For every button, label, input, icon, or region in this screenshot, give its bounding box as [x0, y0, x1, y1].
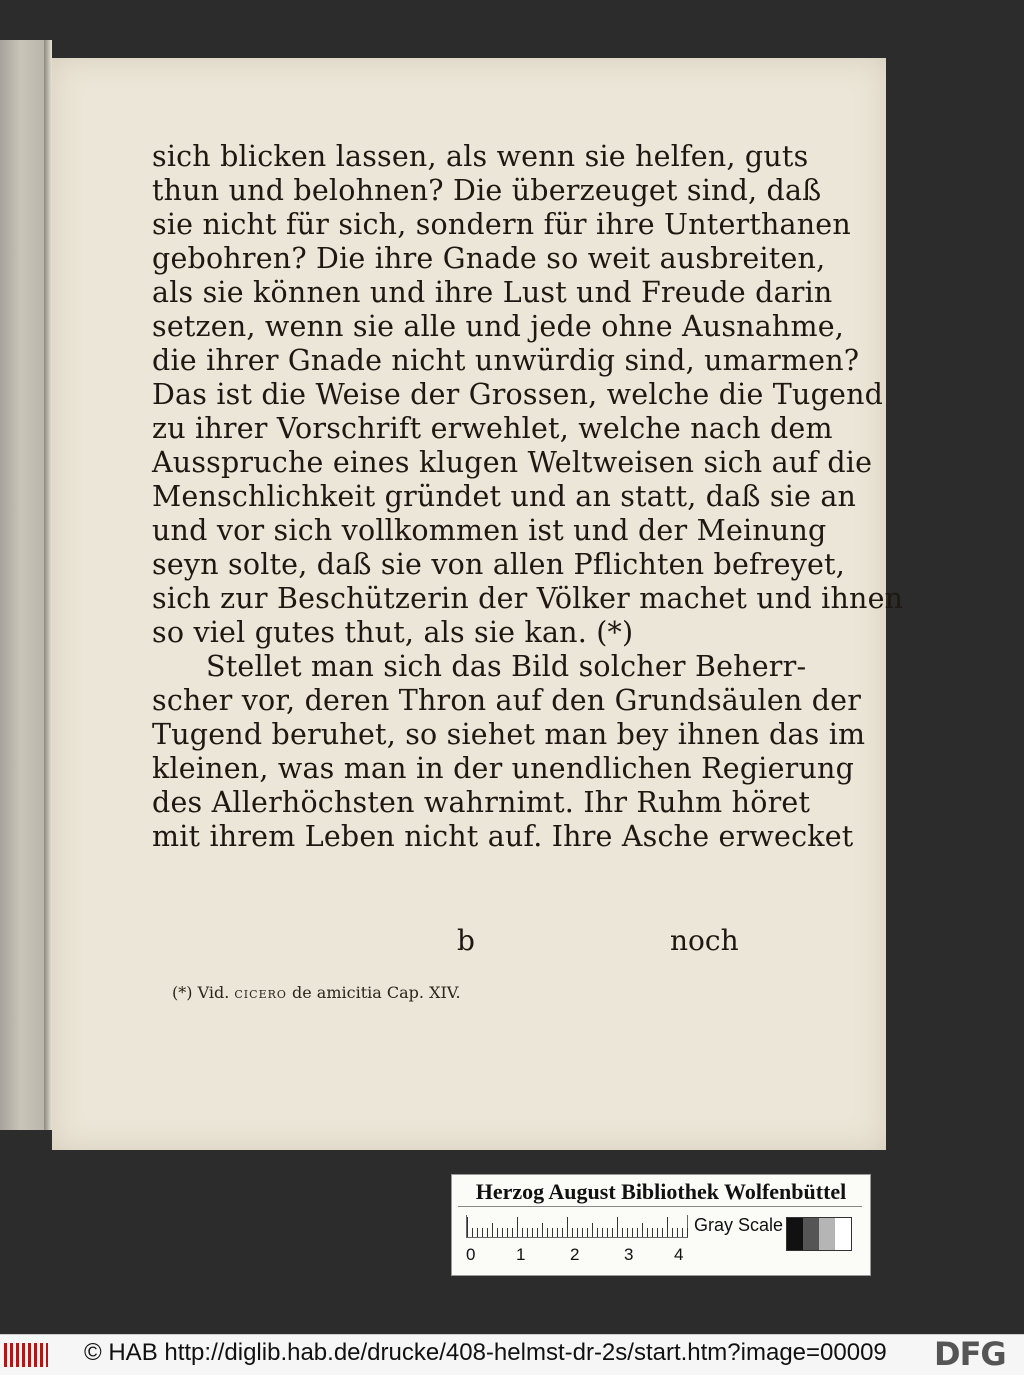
ruler-number: 3 [624, 1245, 634, 1264]
footer-bar [0, 1334, 1024, 1375]
ruler-tick [667, 1217, 668, 1237]
text-line: und vor sich vollkommen ist und der Meinung [152, 514, 827, 547]
ruler-tick [497, 1228, 498, 1237]
card-title: Herzog August Bibliothek Wolfenbüttel [475, 1179, 847, 1204]
ruler-tick [592, 1223, 593, 1237]
gray-swatch [819, 1218, 835, 1250]
ruler-tick [527, 1228, 528, 1237]
text-line: sich blicken lassen, als wenn sie helfen, guts [152, 140, 809, 173]
ruler-tick [502, 1228, 503, 1237]
ruler-tick [602, 1228, 603, 1237]
ruler-tick [657, 1228, 658, 1237]
ruler-tick [687, 1228, 688, 1237]
ruler-tick [487, 1228, 488, 1237]
text-line: so viel gutes thut, als sie kan. (*) [152, 616, 634, 649]
gray-swatch [835, 1218, 851, 1250]
hab-logo-icon [4, 1343, 48, 1367]
catchword: noch [670, 924, 739, 957]
ruler-scale [466, 1215, 688, 1238]
ruler-tick [517, 1217, 518, 1237]
ruler-tick [637, 1228, 638, 1237]
ruler-tick [547, 1228, 548, 1237]
ruler-tick [632, 1228, 633, 1237]
footnote [172, 983, 672, 1002]
ruler-tick [532, 1228, 533, 1237]
text-line: kleinen, was man in der unendlichen Regierung [152, 752, 855, 785]
copyright-url[interactable]: © HAB http://diglib.hab.de/drucke/408-helmst-dr-2s/start.htm?image=00009 [84, 1339, 887, 1366]
text-line: des Allerhöchsten wahrnimt. Ihr Ruhm höret [152, 786, 811, 819]
ruler-number: 4 [674, 1245, 684, 1264]
ruler-tick [577, 1228, 578, 1237]
ruler-tick [537, 1228, 538, 1237]
text-line: als sie können und ihre Lust und Freude darin [152, 276, 833, 309]
text-line: setzen, wenn sie alle und jede ohne Ausnahme, [152, 310, 845, 343]
ruler-tick [642, 1223, 643, 1237]
ruler-tick [522, 1228, 523, 1237]
ruler-tick [677, 1228, 678, 1237]
ruler-tick [557, 1228, 558, 1237]
ruler-tick [662, 1228, 663, 1237]
ruler-number: 1 [516, 1245, 526, 1264]
ruler-tick [552, 1228, 553, 1237]
footnote-text: de amicitia Cap. XIV. [292, 983, 461, 1002]
gray-swatch [803, 1218, 819, 1250]
ruler-tick [682, 1228, 683, 1237]
ruler-tick [482, 1228, 483, 1237]
ruler-tick [597, 1228, 598, 1237]
ruler-tick [607, 1228, 608, 1237]
ruler-tick [612, 1228, 613, 1237]
scanned-page [52, 58, 904, 1150]
ruler-tick [622, 1228, 623, 1237]
ruler-tick [587, 1228, 588, 1237]
ruler-tick [477, 1228, 478, 1237]
ruler-tick [562, 1228, 563, 1237]
ruler-number: 0 [466, 1245, 476, 1264]
footnote-author: cicero [234, 983, 287, 1002]
gray-scale-swatches [786, 1217, 852, 1251]
text-line: gebohren? Die ihre Gnade so weit ausbreiten, [152, 242, 826, 275]
color-calibration-card [451, 1174, 871, 1276]
ruler-number: 2 [570, 1245, 580, 1264]
ruler-tick [647, 1228, 648, 1237]
ruler-tick [572, 1228, 573, 1237]
ruler-tick [512, 1228, 513, 1237]
ruler-numbers [460, 1245, 700, 1265]
previous-page-edge [0, 40, 52, 1130]
ruler-tick [652, 1228, 653, 1237]
text-line: Menschlichkeit gründet und an statt, daß sie an [152, 480, 857, 513]
footnote-prefix: (*) Vid. [172, 983, 230, 1002]
gray-swatch [787, 1218, 803, 1250]
ruler-tick [542, 1223, 543, 1237]
ruler-tick [627, 1228, 628, 1237]
ruler-tick [582, 1228, 583, 1237]
text-line: die ihrer Gnade nicht unwürdig sind, umarmen? [152, 344, 860, 377]
signature-mark: b [457, 924, 475, 957]
ruler-tick [472, 1228, 473, 1237]
ruler-tick [492, 1223, 493, 1237]
text-line: Tugend beruhet, so siehet man bey ihnen das im [152, 718, 866, 751]
ruler-tick [467, 1217, 468, 1237]
text-line: sie nicht für sich, sondern für ihre Unterthanen [152, 208, 851, 241]
text-line: zu ihrer Vorschrift erwehlet, welche nach dem [152, 412, 833, 445]
text-line: seyn solte, daß sie von allen Pflichten befreyet, [152, 548, 845, 581]
text-line: scher vor, deren Thron auf den Grundsäulen der [152, 684, 862, 717]
ruler-tick [672, 1228, 673, 1237]
text-line: sich zur Beschützerin der Völker machet und ihnen [152, 582, 904, 615]
card-divider [458, 1206, 862, 1207]
body-text [152, 140, 904, 854]
text-line: thun und belohnen? Die überzeuget sind, daß [152, 174, 822, 207]
ruler-tick [567, 1217, 568, 1237]
ruler-tick [507, 1228, 508, 1237]
text-line: mit ihrem Leben nicht auf. Ihre Asche erwecket [152, 820, 854, 853]
binding-shadow [44, 40, 52, 1130]
dfg-logo: DFG [934, 1335, 1006, 1373]
ruler-tick [617, 1217, 618, 1237]
gray-scale-label: Gray Scale [694, 1215, 784, 1235]
text-line: Das ist die Weise der Grossen, welche die Tugend [152, 378, 884, 411]
text-line: Ausspruche eines klugen Weltweisen sich auf die [152, 446, 873, 479]
text-line: Stellet man sich das Bild solcher Beherr- [206, 650, 807, 683]
